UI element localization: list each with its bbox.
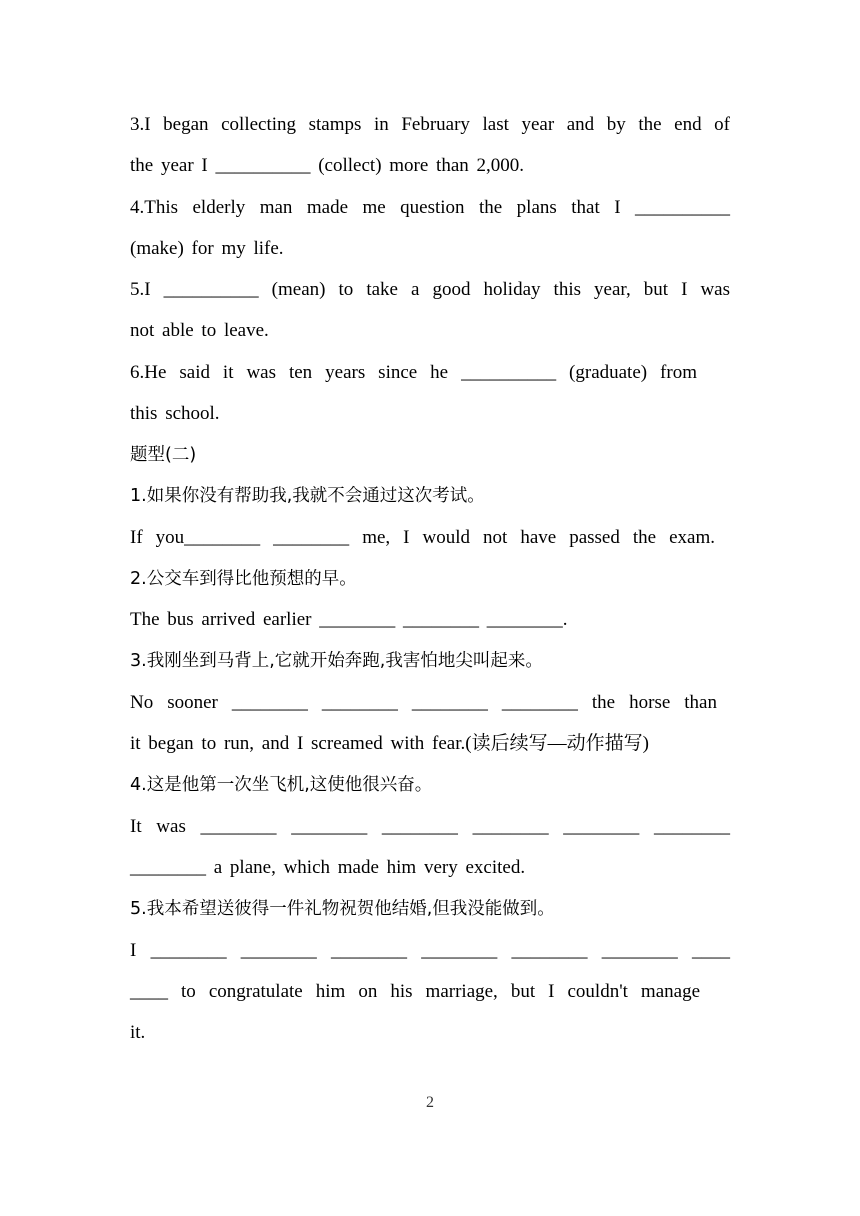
question-4-line-2: (make) for my life.: [130, 238, 284, 259]
translation-1-english: If you________ ________ me, I would not have passed the exam.: [130, 527, 715, 548]
question-4-line-1: 4.This elderly man made me question the plans that I __________: [130, 197, 730, 218]
translation-4-english-line-2: ________ a plane, which made him very excited.: [130, 857, 526, 878]
translation-1-chinese: 1.如果你没有帮助我,我就不会通过这次考试。: [130, 486, 485, 506]
translation-3-english-line-1: No sooner ________ ________ ________ ________ the horse than: [130, 692, 717, 713]
translation-3-english-line-2: it began to run, and I screamed with fear.(读后续写—动作描写): [130, 733, 649, 754]
question-6-line-1: 6.He said it was ten years since he __________ (graduate) from: [130, 362, 697, 383]
translation-5-english-line-1: I ________ ________ ________ ________ ________ ________ ____: [130, 940, 730, 961]
translation-4-english-line-1: It was ________ ________ ________ ________ ________ ________: [130, 816, 730, 837]
page-number: 2: [426, 1094, 434, 1111]
question-3-line-1: 3.I began collecting stamps in February last year and by the end of: [130, 114, 730, 135]
section-heading: 题型(二): [130, 445, 197, 465]
question-5-line-2: not able to leave.: [130, 320, 269, 341]
question-5-line-1: 5.I __________ (mean) to take a good holiday this year, but I was: [130, 279, 730, 300]
translation-2-english: The bus arrived earlier ________ ________ ________.: [130, 609, 568, 630]
translation-5-chinese: 5.我本希望送彼得一件礼物祝贺他结婚,但我没能做到。: [130, 899, 555, 919]
translation-5-english-line-2: ____ to congratulate him on his marriage, but I couldn't manage: [130, 981, 700, 1002]
translation-3-chinese: 3.我刚坐到马背上,它就开始奔跑,我害怕地尖叫起来。: [130, 651, 543, 671]
question-3-line-2: the year I __________ (collect) more than 2,000.: [130, 155, 525, 176]
question-6-line-2: this school.: [130, 403, 220, 424]
translation-4-chinese: 4.这是他第一次坐飞机,这使他很兴奋。: [130, 775, 433, 795]
translation-5-english-line-3: it.: [130, 1022, 146, 1043]
translation-2-chinese: 2.公交车到得比他预想的早。: [130, 569, 357, 589]
